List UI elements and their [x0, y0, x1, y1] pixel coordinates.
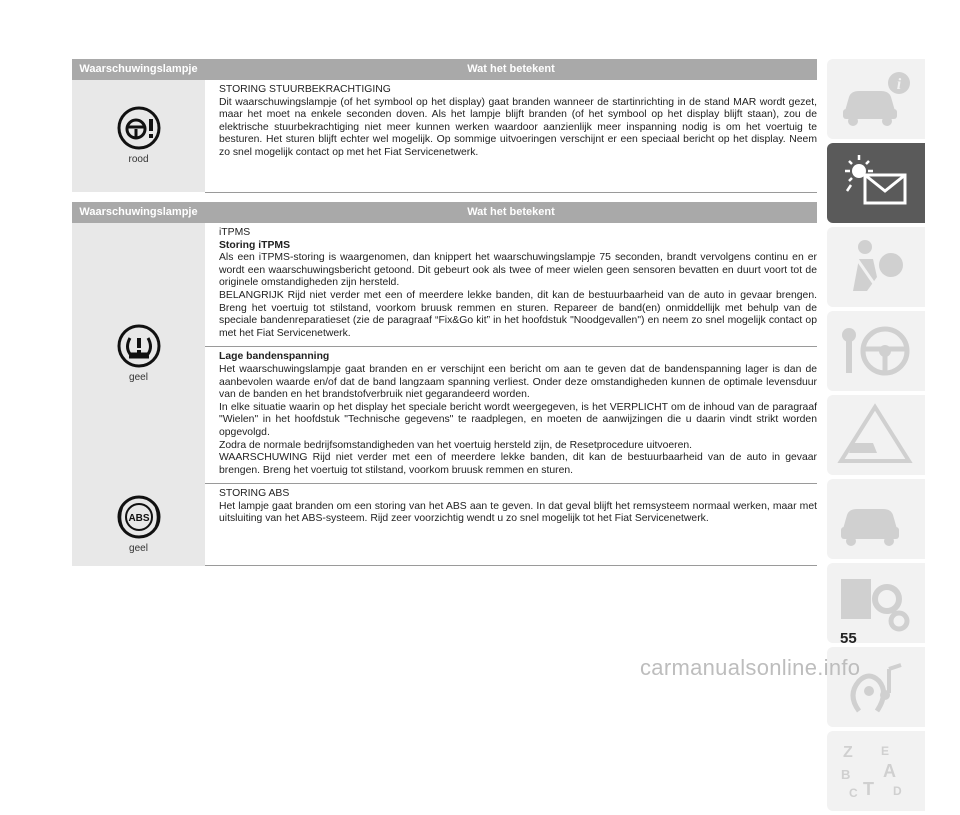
- index-letter: Z: [843, 744, 853, 761]
- abs-warning-icon: [116, 494, 162, 540]
- color-caption: geel: [129, 371, 148, 383]
- chapter-tab-safety[interactable]: [827, 227, 925, 307]
- warning-table-1: [72, 59, 817, 193]
- meaning-cell: [205, 80, 817, 192]
- header-meaning: Wat het betekent: [205, 202, 817, 223]
- chapter-tab-driving[interactable]: [827, 311, 925, 391]
- low-pressure-warning-text: WAARSCHUWING Rijd niet verder met een of meerdere lekke banden, dit kan de bestuurbaarheid van de auto in gevaar brengen. Breng het voertuig tot stilstand, voorkom bruusk remmen en sturen.: [219, 452, 817, 476]
- abs-fault-title: STORING ABS: [219, 488, 290, 500]
- chapter-tab-info[interactable]: [827, 59, 925, 139]
- low-pressure-reset-text: Zodra de normale bedrijfsomstandigheden van het voertuig hersteld zijn, de Resetprocedure uitvoeren.: [219, 439, 693, 451]
- fault-description: Dit waarschuwingslampje (of het symbool op het display) gaat branden wanneer de startinrichting in de stand MAR wordt gezet, maar het moet na enkele seconden doven. Als het lampje blijft branden (of het symbool op het display blijft staan), zou de elektrische stuurbekrachtiging niet meer kunnen werken waardoor aanzienlijk meer inspanning nodig is om het voertuig te besturen. Het sturen blijft echter wel mogelijk. Op sommige uitvoeringen verschijnt er een speciaal bericht op het display. Neem zo snel mogelijk contact op met het Fiat Servicenetwerk.: [219, 96, 817, 158]
- gears-icon: [837, 571, 915, 635]
- itpms-important-text: BELANGRIJK Rijd niet verder met een of meerdere lekke banden, dit kan de bestuurbaarheid van de auto in gevaar brengen. Breng het voertuig tot stilstand, voorkom bruusk remmen en sturen. Repareer de band(en) onmiddellijk met behulp van de speciale bandenreparatieset (zie de paragraaf “Fix&Go kit” in het hoofdstuk "Noodgevallen") en neem zo snel mogelijk contact op met het Fiat Servicenetwerk.: [219, 289, 817, 339]
- table-row: [72, 223, 817, 347]
- itpms-fault-title: Storing iTPMS: [219, 239, 290, 251]
- warning-light-message-icon: [837, 151, 915, 215]
- table-row: [72, 484, 817, 566]
- low-pressure-title: Lage bandenspanning: [219, 351, 330, 363]
- watermark: carmanualsonline.info: [640, 655, 861, 680]
- header-meaning: Wat het betekent: [205, 59, 817, 80]
- seatbelt-airbag-icon: [837, 235, 915, 299]
- tire-pressure-warning-icon: [116, 323, 162, 369]
- index-letter: B: [841, 767, 851, 782]
- fault-title: STORING STUURBEKRACHTIGING: [219, 84, 391, 95]
- table-header: [72, 202, 817, 223]
- meaning-cell: [205, 484, 817, 566]
- page-number: 55: [840, 630, 857, 647]
- abs-icon-text: ABS: [127, 512, 150, 524]
- alphabet-index-icon: [837, 739, 915, 803]
- table-row: [72, 80, 817, 192]
- chapter-tab-warning-lights[interactable]: [827, 143, 925, 223]
- icon-cell: [72, 484, 205, 566]
- low-pressure-mandatory-text: In elke situatie waarin op het display het speciale bericht wordt weergegeven, is het VERPLICHT om de inhoud van de paragraaf "Wielen" in het hoofdstuk "Technische gegevens" te raadplegen, en moeten de aanwijzingen die u daarin vindt strikt worden opgevolgd.: [219, 401, 817, 438]
- color-caption: geel: [129, 542, 148, 554]
- power-steering-warning-icon: [116, 105, 162, 151]
- chapter-tab-maintenance[interactable]: [827, 479, 925, 559]
- icon-cell: [72, 80, 205, 192]
- chapter-tab-index[interactable]: [827, 731, 925, 811]
- header-warning-light: Waarschuwingslampje: [72, 59, 205, 80]
- itpms-fault-text: Als een iTPMS-storing is waargenomen, dan knippert het waarschuwingslampje 75 seconden, brandt vervolgens continu en er wordt een waarschuwingsbericht getoond. Dit gebeurt ook als twee of meer wielen geen sensoren bevatten en duurt voort tot de originele omstandigheden zijn hersteld.: [219, 252, 817, 289]
- chapter-sidebar: [827, 59, 925, 815]
- index-letter: D: [893, 784, 902, 798]
- low-pressure-text: Het waarschuwingslampje gaat branden en er verschijnt een bericht om aan te geven dat de bandenspanning lager is dan de aanbevolen waarde en/of dat de band langzaam spanning verliest. Onder deze omstandigheden kunnen de optimale levensduur van de banden en het brandstofverbruik niet gegarandeerd worden.: [219, 363, 817, 401]
- color-caption: rood: [128, 154, 149, 166]
- itpms-label: iTPMS: [219, 227, 251, 238]
- chapter-tab-emergency[interactable]: [827, 395, 925, 475]
- meaning-cell: [205, 347, 817, 484]
- index-letter: T: [863, 779, 874, 799]
- warning-triangle-car-icon: [837, 403, 915, 467]
- table-header: [72, 59, 817, 80]
- car-info-icon: [837, 67, 915, 131]
- abs-fault-text: Het lampje gaat branden om een storing van het ABS aan te geven. In dat geval blijft het remsysteem normaal werken, maar met uitsluiting van het ABS-systeem. Rijd zeer voorzichtig wendt u zo snel mogelijk tot het Fiat Servicenetwerk.: [219, 500, 817, 525]
- car-maintenance-icon: [837, 487, 915, 551]
- header-warning-light: Waarschuwingslampje: [72, 202, 205, 223]
- warning-table-2: [72, 202, 817, 566]
- svg-text:i: i: [896, 76, 902, 93]
- index-letter: C: [849, 786, 858, 800]
- index-letter: E: [881, 744, 890, 758]
- key-steering-wheel-icon: [837, 319, 915, 383]
- index-letter: A: [883, 761, 896, 781]
- meaning-cell: [205, 223, 817, 347]
- icon-cell: [72, 223, 205, 484]
